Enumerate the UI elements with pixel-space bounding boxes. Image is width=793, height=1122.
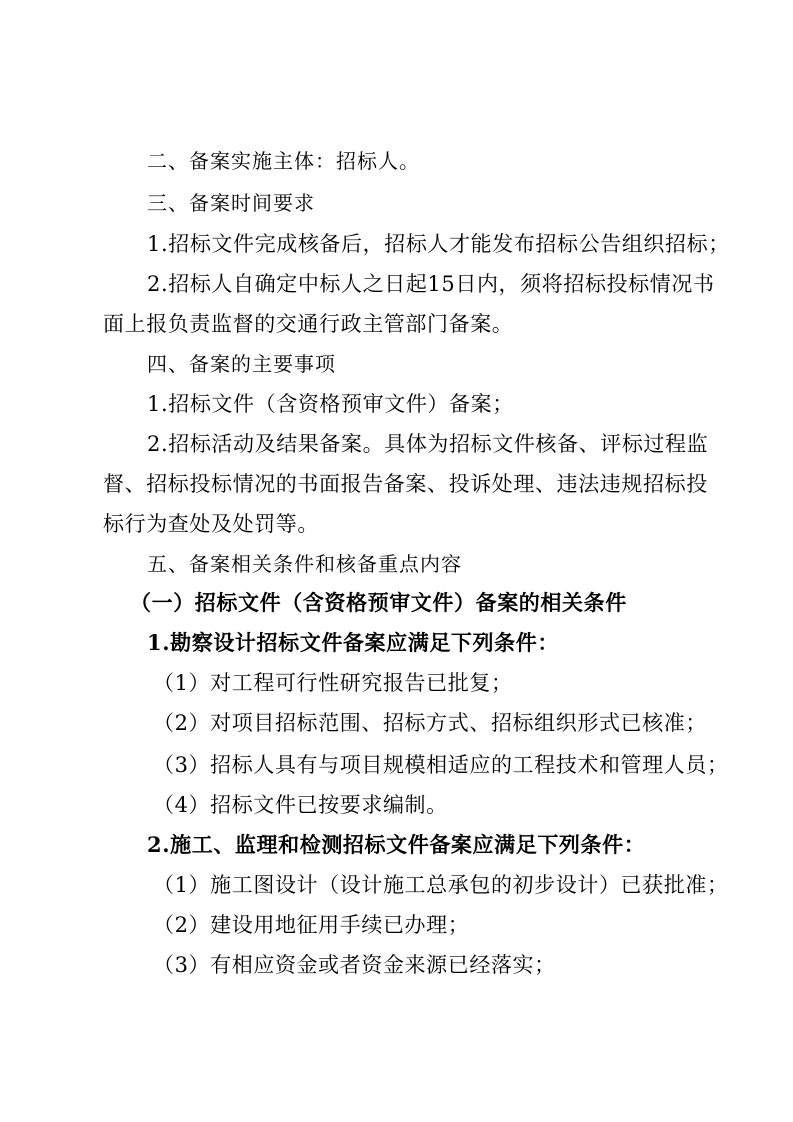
paragraph-continuation: 面上报负责监督的交通行政主管部门备案。 [103, 312, 514, 336]
paragraph-item: 2.招标活动及结果备案。具体为招标文件核备、评标过程监 [147, 432, 709, 456]
list-item: （3）招标人具有与项目规模相适应的工程技术和管理人员； [153, 753, 729, 777]
section-heading-time-requirements: 三、备案时间要求 [147, 191, 315, 215]
section-heading-conditions: 五、备案相关条件和核备重点内容 [147, 552, 462, 576]
list-item: （4）招标文件已按要求编制。 [153, 793, 448, 817]
list-item: （2）对项目招标范围、招标方式、招标组织形式已核准； [153, 711, 707, 735]
paragraph-item: 1.招标文件（含资格预审文件）备案； [147, 392, 514, 416]
section-heading-implementing-body: 二、备案实施主体：招标人。 [147, 149, 420, 173]
list-item: （1）对工程可行性研究报告已批复； [153, 671, 513, 695]
list-item: （2）建设用地征用手续已办理； [153, 913, 470, 937]
paragraph-item: 2.招标人自确定中标人之日起15日内，须将招标投标情况书 [147, 272, 715, 296]
subsubsection-heading: 1.勘察设计招标文件备案应满足下列条件： [147, 630, 559, 655]
subsubsection-heading: 2.施工、监理和检测招标文件备案应满足下列条件： [147, 832, 646, 857]
paragraph-continuation: 标行为查处及处罚等。 [103, 512, 319, 536]
section-heading-main-items: 四、备案的主要事项 [147, 352, 336, 376]
paragraph-item: 1.招标文件完成核备后，招标人才能发布招标公告组织招标； [147, 232, 730, 256]
list-item: （1）施工图设计（设计施工总承包的初步设计）已获批准； [153, 873, 729, 897]
subsection-heading: （一）招标文件（含资格预审文件）备案的相关条件 [130, 590, 627, 615]
list-item: （3）有相应资金或者资金来源已经落实； [153, 953, 556, 977]
paragraph-continuation: 督、招标投标情况的书面报告备案、投诉处理、违法违规招标投 [103, 472, 708, 496]
